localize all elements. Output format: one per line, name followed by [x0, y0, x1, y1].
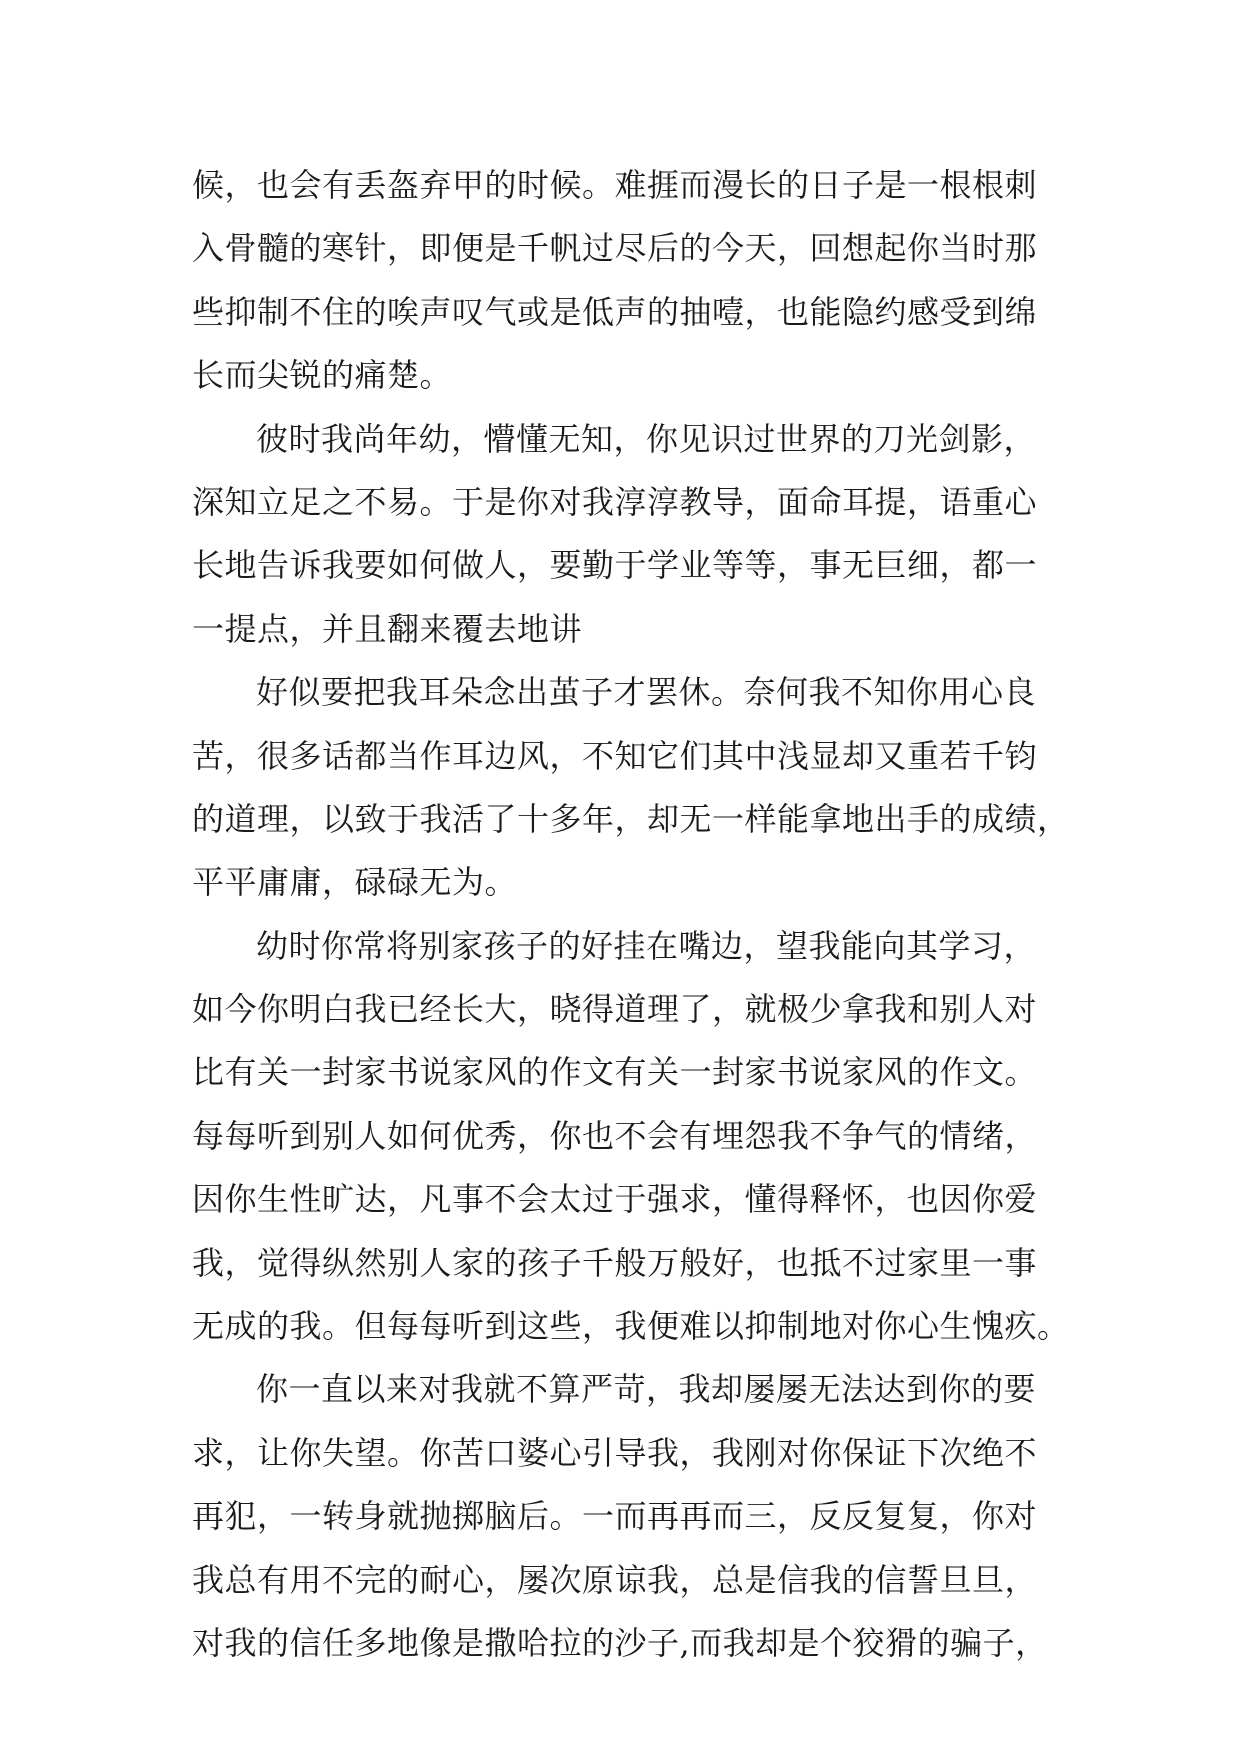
text-line: 我总有用不完的耐心，屡次原谅我，总是信我的信誓旦旦， [192, 1560, 1038, 1599]
text-line: 一提点，并且翻来覆去地讲 [192, 609, 583, 648]
body-text [192, 154, 1072, 1675]
text-line: 长而尖锐的痛楚。 [192, 356, 453, 395]
paragraph-first-line: 幼时你常将别家孩子的好挂在嘴边，望我能向其学习， [256, 926, 1037, 965]
text-line: 如今你明白我已经长大，晓得道理了，就极少拿我和别人对 [192, 990, 1038, 1029]
text-line: 些抑制不住的唉声叹气或是低声的抽噎，也能隐约感受到绵 [192, 292, 1038, 331]
text-line: 再犯，一转身就抛掷脑后。一而再再而三，反反复复，你对 [192, 1497, 1038, 1536]
paragraph-first-line: 好似要把我耳朵念出茧子才罢休。奈何我不知你用心良 [256, 673, 1037, 712]
paragraph-first-line: 彼时我尚年幼，懵懂无知，你见识过世界的刀光剑影， [256, 419, 1037, 458]
text-line: 深知立足之不易。于是你对我淳淳教导，面命耳提，语重心 [192, 482, 1038, 521]
text-line: 求，让你失望。你苦口婆心引导我，我刚对你保证下次绝不 [192, 1433, 1038, 1472]
text-line: 比有关一封家书说家风的作文有关一封家书说家风的作文。 [192, 1053, 1038, 1092]
text-line: 苦，很多话都当作耳边风，不知它们其中浅显却又重若千钧 [192, 736, 1038, 775]
text-line: 每每听到别人如何优秀，你也不会有埋怨我不争气的情绪， [192, 1116, 1038, 1155]
text-line: 候，也会有丢盔弃甲的时候。难捱而漫长的日子是一根根刺 [192, 166, 1038, 204]
text-line: 因你生性旷达，凡事不会太过于强求，懂得释怀，也因你爱 [192, 1180, 1038, 1219]
text-line: 我，觉得纵然别人家的孩子千般万般好，也抵不过家里一事 [192, 1243, 1038, 1282]
text-line: 入骨髓的寒针，即便是千帆过尽后的今天，回想起你当时那 [192, 229, 1038, 268]
text-line: 的道理，以致于我活了十多年，却无一样能拿地出手的成绩， [192, 799, 1070, 838]
text-line: 平平庸庸，碌碌无为。 [192, 863, 518, 902]
text-line: 无成的我。但每每听到这些，我便难以抑制地对你心生愧疚。 [192, 1307, 1070, 1346]
paragraph-first-line: 你一直以来对我就不算严苛，我却屡屡无法达到你的要 [256, 1370, 1037, 1409]
text-line: 长地告诉我要如何做人，要勤于学业等等，事无巨细，都一 [192, 546, 1038, 585]
text-line: 对我的信任多地像是撒哈拉的沙子,而我却是个狡猾的骗子， [192, 1623, 1048, 1662]
